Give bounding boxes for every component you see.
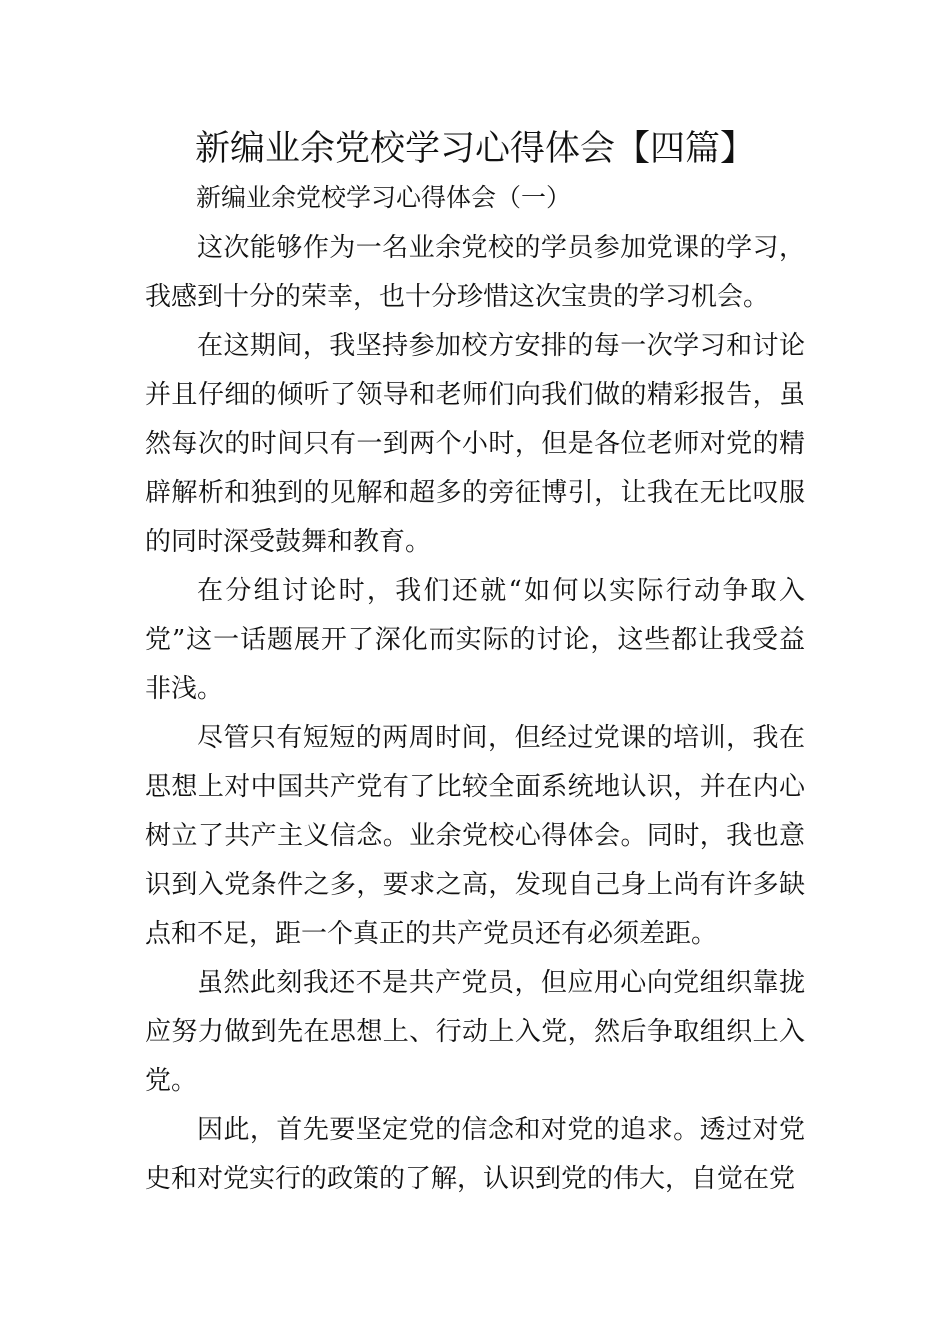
section-subtitle: 新编业余党校学习心得体会（一） <box>196 183 572 212</box>
paragraph-2: 在这期间，我坚持参加校方安排的每一次学习和讨论并且仔细的倾听了领导和老师们向我们做的精彩报告，虽然每次的时间只有一到两个小时，但是各位老师对党的精辟解析和独到的见解和超多的旁征博引，让我在无比叹服的同时深受鼓舞和教育。 <box>145 331 805 557</box>
paragraph-3: 在分组讨论时，我们还就“如何以实际行动争取入党”这一话题展开了深化而实际的讨论，这些都让我受益非浅。 <box>145 576 805 704</box>
paragraph-1: 这次能够作为一名业余党校的学员参加党课的学习，我感到十分的荣幸，也十分珍惜这次宝贵的学习机会。 <box>145 233 805 312</box>
document-title: 新编业余党校学习心得体会【四篇】 <box>194 129 755 169</box>
paragraph-4: 尽管只有短短的两周时间，但经过党课的培训，我在思想上对中国共产党有了比较全面系统地认识，并在内心树立了共产主义信念。业余党校心得体会。同时，我也意识到入党条件之多，要求之高，发现自己身上尚有许多缺点和不足，距一个真正的共产党员还有必须差距。 <box>145 723 805 949</box>
paragraph-5: 虽然此刻我还不是共产党员，但应用心向党组织靠拢应努力做到先在思想上、行动上入党，然后争取组织上入党。 <box>145 968 805 1096</box>
document-body <box>145 224 805 1204</box>
paragraph-6: 因此，首先要坚定党的信念和对党的追求。透过对党史和对党实行的政策的了解，认识到党的伟大，自觉在党 <box>145 1115 805 1194</box>
